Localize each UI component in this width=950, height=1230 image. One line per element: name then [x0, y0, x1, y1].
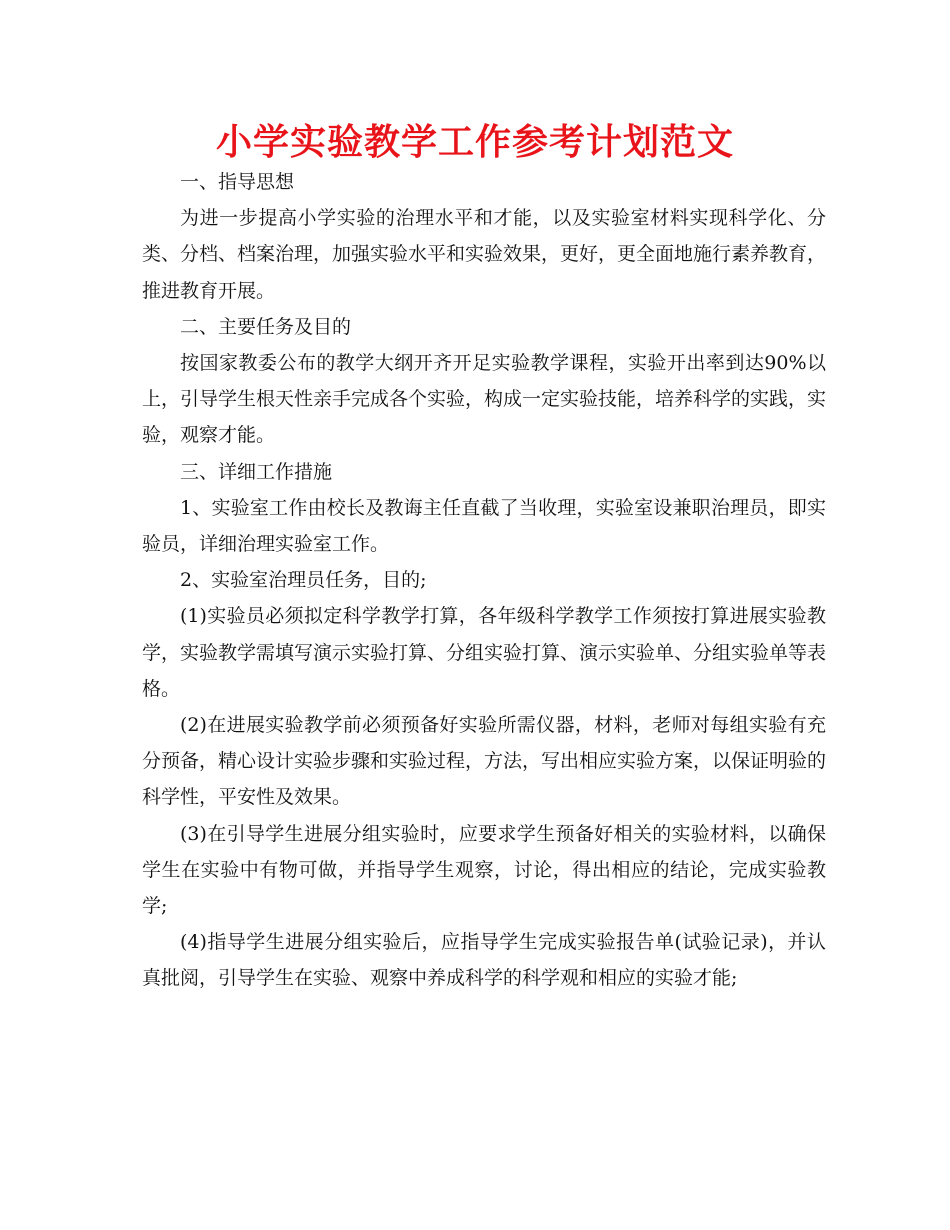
document-title: 小学实验教学工作参考计划范文: [215, 122, 734, 163]
section-heading-detailed-measures: 三、详细工作措施: [180, 460, 333, 483]
paragraph-item-4: (4)指导学生进展分组实验后，应指导学生完成实验报告单(试验记录)，并认真批阅，引导学生在实验、观察中养成科学的科学观和相应的实验才能;: [142, 931, 826, 990]
document-body: [142, 164, 826, 997]
section-heading-main-tasks: 二、主要任务及目的: [180, 315, 352, 338]
paragraph-guiding-ideology: 为进一步提高小学实验的治理水平和才能，以及实验室材料实现科学化、分类、分档、档案治理，加强实验水平和实验效果，更好，更全面地施行素养教育，推进教育开展。: [142, 207, 827, 302]
paragraph-measure-1: 1、实验室工作由校长及教诲主任直截了当收理，实验室设兼职治理员，即实验员，详细治理实验室工作。: [142, 496, 826, 556]
paragraph-item-3: (3)在引导学生进展分组实验时，应要求学生预备好相关的实验材料，以确保学生在实验中有物可做，并指导学生观察，讨论，得出相应的结论，完成实验教学;: [142, 822, 826, 918]
paragraph-item-2: (2)在进展实验教学前必须预备好实验所需仪器，材料，老师对每组实验有充分预备，精心设计实验步骤和实验过程，方法，写出相应实验方案，以保证明验的科学性，平安性及效果。: [142, 714, 827, 809]
section-heading-guiding-ideology: 一、指导思想: [180, 171, 295, 193]
paragraph-measure-2: 2、实验室治理员任务，目的;: [180, 569, 427, 592]
paragraph-main-tasks: 按国家教委公布的教学大纲开齐开足实验教学课程，实验开出率到达90%以上，引导学生根天性亲手完成各个实验，构成一定实验技能，培养科学的实践，实验，观察才能。: [142, 352, 827, 447]
paragraph-item-1: (1)实验员必须拟定科学教学打算，各年级科学教学工作须按打算进展实验教学，实验教学需填写演示实验打算、分组实验打算、演示实验单、分组实验单等表格。: [142, 605, 827, 700]
